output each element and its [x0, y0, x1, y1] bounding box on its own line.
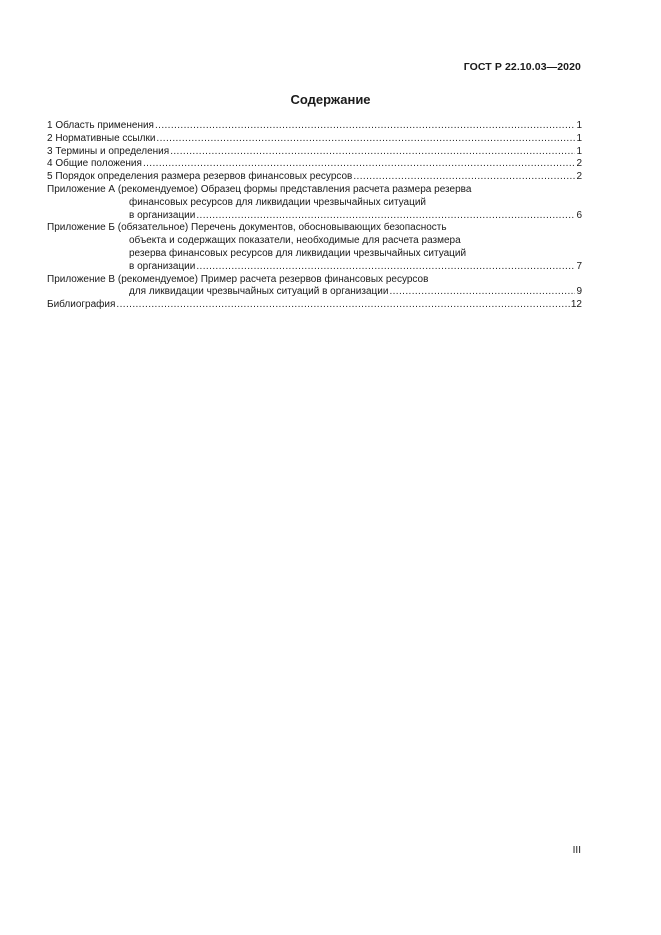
toc-entry-appendix-b[interactable]	[47, 222, 582, 273]
toc-title: Содержание	[290, 92, 371, 107]
toc-entry-bibliography[interactable]	[47, 299, 582, 312]
toc-entry-procedure[interactable]	[47, 171, 582, 184]
toc-entry-label-continuation: резерва финансовых ресурсов для ликвидации чрезвычайных ситуаций	[129, 247, 467, 259]
toc-entry-normative-references[interactable]	[47, 133, 582, 146]
toc-entry-label: 5 Порядок определения размера резервов финансовых ресурсов	[47, 171, 353, 183]
page-number: III	[572, 845, 581, 856]
dot-leader	[353, 171, 575, 184]
toc-entry-label-continuation: финансовых ресурсов для ликвидации чрезвычайных ситуаций	[129, 196, 427, 208]
document-code-header: ГОСТ Р 22.10.03—2020	[463, 61, 581, 73]
toc-page-number: 2	[576, 158, 582, 170]
toc-entry-label-continuation: для ликвидации чрезвычайных ситуаций в организации	[129, 286, 389, 298]
toc-page-number: 1	[576, 145, 582, 157]
toc-entry-label: Приложение В (рекомендуемое) Пример расчета резервов финансовых ресурсов	[47, 273, 429, 285]
toc-page-number: 12	[570, 299, 582, 311]
toc-page-number: 9	[576, 286, 582, 298]
toc-entry-appendix-v[interactable]	[47, 274, 582, 300]
toc-entry-label-continuation: объекта и содержащих показатели, необходимые для расчета размера	[129, 235, 461, 247]
toc-entry-label: 2 Нормативные ссылки	[47, 132, 156, 144]
toc-entry-scope[interactable]	[47, 120, 582, 133]
dot-leader	[170, 146, 575, 159]
toc-entry-appendix-a[interactable]	[47, 184, 582, 222]
dot-leader	[155, 120, 575, 133]
toc-entry-label: Приложение Б (обязательное) Перечень документов, обосновывающих безопасность	[47, 222, 447, 234]
dot-leader	[196, 210, 575, 223]
toc-entry-label-continuation: в организации	[129, 209, 196, 221]
toc-entry-label-continuation: в организации	[129, 260, 196, 272]
toc-page-number: 7	[576, 260, 582, 272]
dot-leader	[143, 158, 576, 171]
dot-leader	[156, 133, 575, 146]
toc-page-number: 6	[576, 209, 582, 221]
toc-entry-label: 3 Термины и определения	[47, 145, 170, 157]
toc-page-number: 2	[576, 171, 582, 183]
dot-leader	[196, 261, 575, 274]
dot-leader	[389, 286, 575, 299]
table-of-contents	[47, 120, 582, 312]
toc-page-number: 1	[576, 132, 582, 144]
dot-leader	[116, 299, 569, 312]
toc-page-number: 1	[576, 120, 582, 131]
toc-entry-label: Библиография	[47, 299, 116, 311]
toc-entry-general-provisions[interactable]	[47, 158, 582, 171]
toc-entry-terms-definitions[interactable]	[47, 146, 582, 159]
toc-entry-label: 4 Общие положения	[47, 158, 142, 170]
toc-entry-label: Приложение А (рекомендуемое) Образец формы представления расчета размера резерва	[47, 183, 472, 195]
toc-entry-label: 1 Область применения	[47, 120, 154, 131]
